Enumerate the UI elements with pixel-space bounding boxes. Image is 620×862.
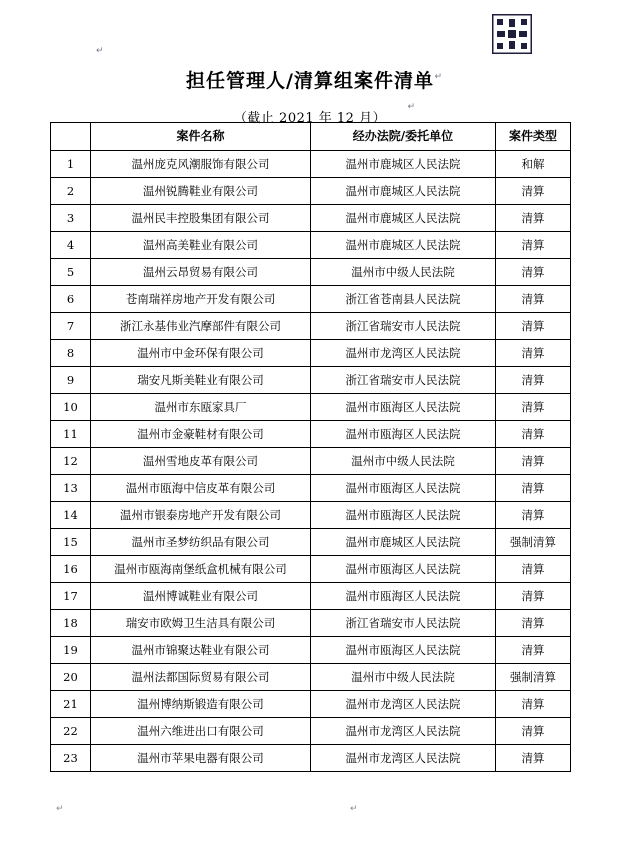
cell-index-text: 11 — [63, 427, 78, 441]
cell-case-name-text: 苍南瑞祥房地产开发有限公司 — [125, 292, 276, 306]
cell-case-type-text: 清算 — [521, 265, 545, 279]
cell-case-name-text: 温州市东瓯家具厂 — [154, 400, 247, 414]
page-title: 担任管理人/清算组案件清单 — [186, 70, 434, 92]
table-row — [51, 340, 571, 367]
cell-case-name-text: 温州市银泰房地产开发有限公司 — [120, 508, 281, 522]
cell-case-name-text: 温州法都国际贸易有限公司 — [131, 670, 270, 684]
table-row — [51, 367, 571, 394]
cell-index — [51, 610, 91, 637]
cell-court-text: 温州市瓯海区人民法院 — [345, 589, 461, 603]
cell-court-text: 温州市中级人民法院 — [351, 454, 455, 468]
cell-case-name-text: 温州庞克风潮服饰有限公司 — [131, 157, 270, 171]
cell-index — [51, 232, 91, 259]
cell-case-type — [496, 259, 571, 286]
cell-case-type — [496, 718, 571, 745]
cell-court — [311, 745, 496, 772]
cell-case-name-text: 温州高美鞋业有限公司 — [143, 238, 258, 252]
table-row — [51, 556, 571, 583]
cell-index-text: 8 — [66, 346, 75, 360]
cell-case-name — [91, 610, 311, 637]
cell-index — [51, 664, 91, 691]
cell-court-text: 温州市鹿城区人民法院 — [345, 238, 461, 252]
cell-index-text: 9 — [66, 373, 75, 387]
cell-case-name — [91, 745, 311, 772]
cell-court — [311, 691, 496, 718]
cell-case-type-text: 清算 — [521, 751, 545, 765]
cell-court — [311, 664, 496, 691]
cell-case-name — [91, 529, 311, 556]
cell-court — [311, 502, 496, 529]
cell-court-text: 温州市鹿城区人民法院 — [345, 535, 461, 549]
cell-court-text: 温州市鹿城区人民法院 — [345, 184, 461, 198]
cell-index — [51, 583, 91, 610]
cell-index — [51, 529, 91, 556]
cell-case-type — [496, 556, 571, 583]
cell-case-name-text: 温州云昂贸易有限公司 — [143, 265, 258, 279]
cell-index — [51, 691, 91, 718]
cell-index-text: 6 — [66, 292, 75, 306]
column-header-court: 经办法院/委托单位 — [311, 123, 496, 151]
cell-index-text: 17 — [63, 589, 78, 603]
cell-case-name-text: 温州民丰控股集团有限公司 — [131, 211, 270, 225]
cell-case-name — [91, 286, 311, 313]
cell-case-name-text: 温州六维进出口有限公司 — [137, 724, 264, 738]
table-row — [51, 286, 571, 313]
table-row — [51, 583, 571, 610]
cell-court-text: 温州市龙湾区人民法院 — [345, 346, 461, 360]
cell-case-type — [496, 610, 571, 637]
cell-court-text: 温州市龙湾区人民法院 — [345, 751, 461, 765]
cell-index — [51, 367, 91, 394]
cell-index — [51, 475, 91, 502]
cell-case-type — [496, 367, 571, 394]
cell-case-type — [496, 394, 571, 421]
cell-case-type-text: 清算 — [521, 292, 545, 306]
cell-court-text: 浙江省苍南县人民法院 — [345, 292, 461, 306]
cell-index — [51, 259, 91, 286]
cell-case-type — [496, 637, 571, 664]
case-list-table-wrap — [50, 122, 570, 772]
cell-case-type — [496, 448, 571, 475]
cell-case-type — [496, 178, 571, 205]
cell-index-text: 7 — [66, 319, 75, 333]
cell-court — [311, 340, 496, 367]
table-row — [51, 232, 571, 259]
cell-case-type-text: 清算 — [521, 562, 545, 576]
cell-case-type-text: 清算 — [521, 508, 545, 522]
cell-court — [311, 610, 496, 637]
cell-court-text: 温州市瓯海区人民法院 — [345, 562, 461, 576]
cell-case-type-text: 清算 — [521, 481, 545, 495]
cell-index-text: 2 — [66, 184, 75, 198]
cell-case-type-text: 清算 — [521, 589, 545, 603]
cell-case-name — [91, 151, 311, 178]
cell-case-type-text: 清算 — [521, 373, 545, 387]
cell-case-name — [91, 232, 311, 259]
cell-case-name-text: 温州市金豪鞋材有限公司 — [137, 427, 264, 441]
page-subtitle: （截止 2021 年 12 月） — [233, 111, 387, 126]
cell-case-name — [91, 637, 311, 664]
table-row — [51, 421, 571, 448]
table-row — [51, 637, 571, 664]
cell-case-type-text: 清算 — [521, 616, 545, 630]
column-header-case-name: 案件名称 — [91, 123, 311, 151]
cell-court — [311, 637, 496, 664]
cell-case-type-text: 清算 — [521, 319, 545, 333]
cell-court — [311, 367, 496, 394]
cell-index-text: 1 — [66, 157, 75, 171]
cell-case-name — [91, 313, 311, 340]
cell-court — [311, 232, 496, 259]
cell-case-name — [91, 475, 311, 502]
table-row — [51, 502, 571, 529]
cell-court-text: 温州市瓯海区人民法院 — [345, 481, 461, 495]
cell-case-name — [91, 205, 311, 232]
cell-court-text: 温州市鹿城区人民法院 — [345, 157, 461, 171]
cell-court-text: 温州市龙湾区人民法院 — [345, 697, 461, 711]
cell-index — [51, 502, 91, 529]
column-header-case-type: 案件类型 — [496, 123, 571, 151]
column-header-index — [51, 123, 91, 151]
cell-case-type-text: 清算 — [521, 697, 545, 711]
cell-case-type-text: 清算 — [521, 427, 545, 441]
cell-case-name — [91, 421, 311, 448]
cell-case-name-text: 浙江永基伟业汽摩部件有限公司 — [120, 319, 281, 333]
table-row — [51, 718, 571, 745]
cell-index-text: 23 — [63, 751, 78, 765]
table-row — [51, 448, 571, 475]
table-row — [51, 178, 571, 205]
cell-case-type — [496, 286, 571, 313]
cell-court-text: 温州市瓯海区人民法院 — [345, 427, 461, 441]
cell-case-name-text: 温州锐腾鞋业有限公司 — [143, 184, 258, 198]
cell-index-text: 20 — [63, 670, 78, 684]
cell-court — [311, 259, 496, 286]
cell-index-text: 22 — [63, 724, 78, 738]
cell-case-name-text: 温州市锦聚达鞋业有限公司 — [131, 643, 270, 657]
cell-case-type — [496, 232, 571, 259]
cell-case-type — [496, 340, 571, 367]
cell-case-type — [496, 205, 571, 232]
cell-index — [51, 286, 91, 313]
cell-court — [311, 556, 496, 583]
cell-index — [51, 556, 91, 583]
cell-case-name — [91, 718, 311, 745]
cell-case-type — [496, 664, 571, 691]
qr-code-stamp-icon — [492, 14, 532, 54]
cell-case-name — [91, 259, 311, 286]
cell-case-type-text: 和解 — [521, 157, 545, 171]
cell-index — [51, 205, 91, 232]
cell-court — [311, 529, 496, 556]
cell-index-text: 16 — [63, 562, 78, 576]
cell-case-name — [91, 448, 311, 475]
cell-court — [311, 718, 496, 745]
cell-case-name-text: 温州市苹果电器有限公司 — [137, 751, 264, 765]
footer-editing-marks — [50, 800, 570, 840]
cell-case-type — [496, 691, 571, 718]
cell-court — [311, 286, 496, 313]
cell-court — [311, 394, 496, 421]
editing-mark-subtitle: ↵ — [407, 102, 415, 112]
table-row — [51, 205, 571, 232]
cell-index — [51, 313, 91, 340]
cell-case-type-text: 清算 — [521, 211, 545, 225]
cell-index — [51, 340, 91, 367]
cell-case-type-text: 强制清算 — [510, 535, 556, 549]
editing-mark-footer-2: ↵ — [350, 804, 358, 814]
cell-case-name-text: 瑞安凡斯美鞋业有限公司 — [137, 373, 264, 387]
table-row — [51, 745, 571, 772]
cell-court — [311, 448, 496, 475]
table-row — [51, 259, 571, 286]
table-row — [51, 313, 571, 340]
cell-court — [311, 205, 496, 232]
table-row — [51, 475, 571, 502]
cell-case-type — [496, 313, 571, 340]
cell-case-name — [91, 556, 311, 583]
cell-case-name-text: 温州市中金环保有限公司 — [137, 346, 264, 360]
cell-index-text: 4 — [66, 238, 75, 252]
cell-index-text: 3 — [66, 211, 75, 225]
case-list-table — [50, 122, 571, 772]
cell-court-text: 温州市瓯海区人民法院 — [345, 643, 461, 657]
cell-case-type — [496, 421, 571, 448]
cell-court — [311, 178, 496, 205]
cell-court-text: 温州市鹿城区人民法院 — [345, 211, 461, 225]
cell-index-text: 15 — [63, 535, 78, 549]
cell-index — [51, 718, 91, 745]
editing-mark: ↵ — [96, 46, 104, 56]
cell-case-name — [91, 178, 311, 205]
editing-mark-footer-1: ↵ — [56, 804, 64, 814]
cell-case-name-text: 温州博诚鞋业有限公司 — [143, 589, 258, 603]
cell-index — [51, 394, 91, 421]
cell-case-name-text: 温州雪地皮革有限公司 — [143, 454, 258, 468]
cell-index-text: 21 — [63, 697, 78, 711]
cell-case-type-text: 清算 — [521, 184, 545, 198]
table-row — [51, 610, 571, 637]
table-body — [51, 151, 571, 772]
cell-case-name-text: 温州市圣梦纺织品有限公司 — [131, 535, 270, 549]
cell-case-name-text: 瑞安市欧姆卫生洁具有限公司 — [125, 616, 276, 630]
cell-court-text: 温州市龙湾区人民法院 — [345, 724, 461, 738]
cell-index — [51, 151, 91, 178]
table-row — [51, 151, 571, 178]
cell-court-text: 浙江省瑞安市人民法院 — [345, 373, 461, 387]
cell-case-type — [496, 502, 571, 529]
cell-index-text: 18 — [63, 616, 78, 630]
cell-case-type — [496, 745, 571, 772]
cell-court — [311, 151, 496, 178]
cell-index-text: 14 — [63, 508, 78, 522]
cell-court-text: 温州市瓯海区人民法院 — [345, 508, 461, 522]
cell-case-type-text: 清算 — [521, 454, 545, 468]
table-row — [51, 394, 571, 421]
editing-mark-title: ↵ — [434, 72, 442, 82]
cell-index — [51, 421, 91, 448]
cell-case-name — [91, 394, 311, 421]
cell-case-type-text: 强制清算 — [510, 670, 556, 684]
cell-court-text: 温州市瓯海区人民法院 — [345, 400, 461, 414]
cell-case-name-text: 温州博纳斯锻造有限公司 — [137, 697, 264, 711]
table-row — [51, 691, 571, 718]
cell-case-name — [91, 583, 311, 610]
table-row — [51, 529, 571, 556]
cell-case-type-text: 清算 — [521, 346, 545, 360]
cell-court — [311, 475, 496, 502]
cell-case-name — [91, 664, 311, 691]
cell-case-type-text: 清算 — [521, 724, 545, 738]
cell-index-text: 13 — [63, 481, 78, 495]
cell-index — [51, 637, 91, 664]
cell-case-type — [496, 475, 571, 502]
cell-index-text: 5 — [66, 265, 75, 279]
cell-index-text: 12 — [63, 454, 78, 468]
cell-index — [51, 178, 91, 205]
cell-index-text: 10 — [63, 400, 78, 414]
cell-index-text: 19 — [63, 643, 78, 657]
cell-case-name — [91, 367, 311, 394]
cell-case-name-text: 温州市瓯海南堡纸盒机械有限公司 — [114, 562, 287, 576]
cell-case-type — [496, 151, 571, 178]
cell-court — [311, 421, 496, 448]
cell-court-text: 温州市中级人民法院 — [351, 670, 455, 684]
table-header-row — [51, 123, 571, 151]
cell-case-type-text: 清算 — [521, 238, 545, 252]
cell-court — [311, 583, 496, 610]
cell-case-type-text: 清算 — [521, 400, 545, 414]
cell-index — [51, 745, 91, 772]
cell-case-type — [496, 583, 571, 610]
cell-case-type — [496, 529, 571, 556]
cell-case-name — [91, 340, 311, 367]
cell-case-name — [91, 691, 311, 718]
cell-case-name-text: 温州市瓯海中信皮革有限公司 — [125, 481, 276, 495]
cell-case-name — [91, 502, 311, 529]
cell-court-text: 温州市中级人民法院 — [351, 265, 455, 279]
cell-court — [311, 313, 496, 340]
cell-index — [51, 448, 91, 475]
table-row — [51, 664, 571, 691]
cell-court-text: 浙江省瑞安市人民法院 — [345, 616, 461, 630]
cell-case-type-text: 清算 — [521, 643, 545, 657]
cell-court-text: 浙江省瑞安市人民法院 — [345, 319, 461, 333]
